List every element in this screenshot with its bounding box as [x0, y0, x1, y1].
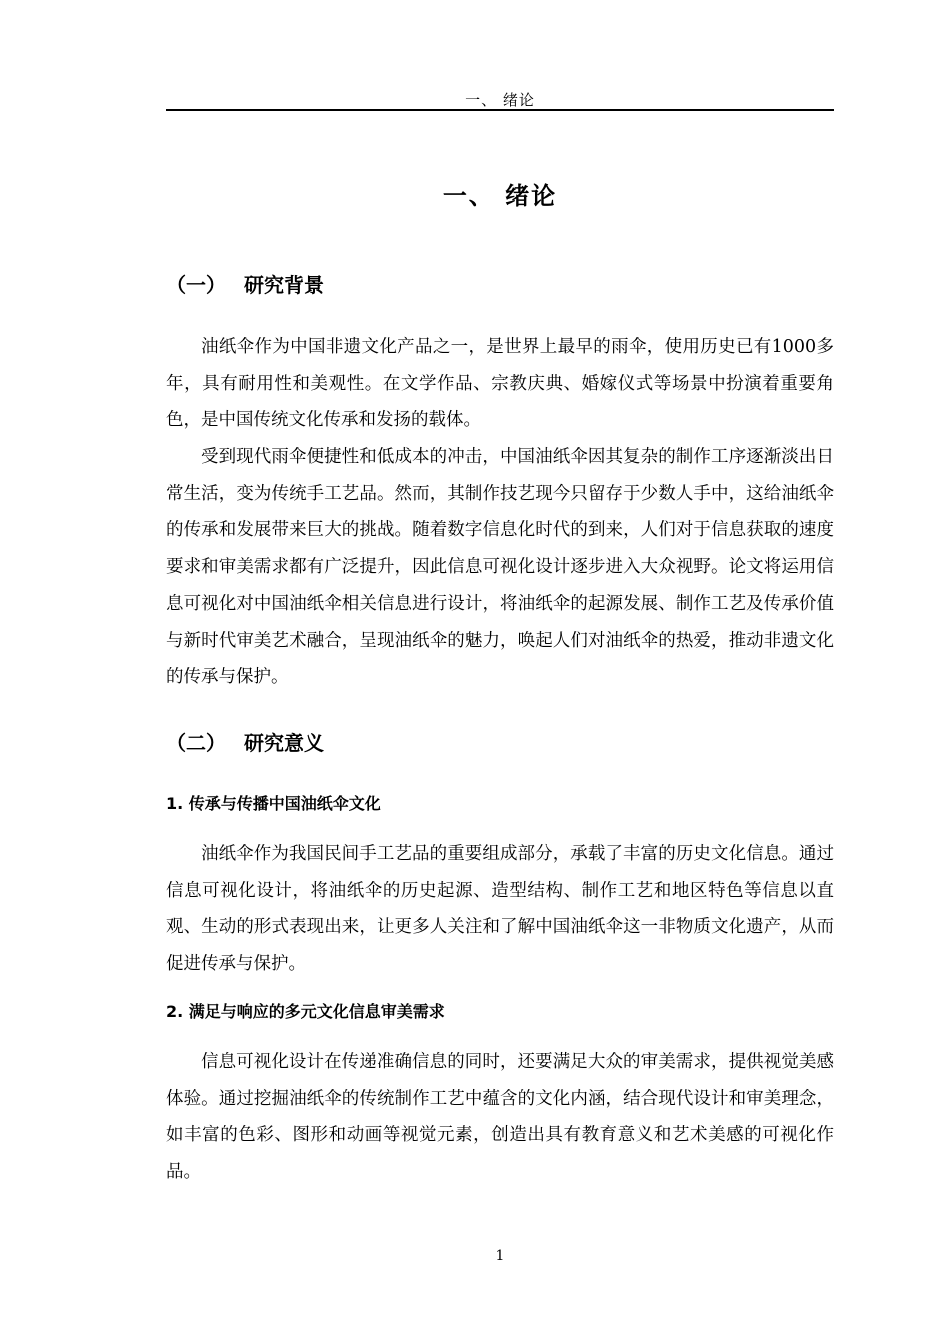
running-header: 一、 绪论 [465, 91, 535, 109]
section-title: 研究背景 [244, 273, 324, 297]
subsection-heading: 2. 满足与响应的多元文化信息审美需求 [166, 1002, 445, 1021]
section-number: （一） [166, 273, 226, 297]
paragraph: 受到现代雨伞便捷性和低成本的冲击，中国油纸伞因其复杂的制作工序逐渐淡出日常生活，变为传统手工艺品。然而，其制作技艺现今只留存于少数人手中，这给油纸伞的传承和发展带来巨大的挑战。随着数字信息化时代的到来，人们对于信息获取的速度要求和审美需求都有广泛提升，因此信息可视化设计逐步进入大众视野。论文将运用信息可视化对中国油纸伞相关信息进行设计，将油纸伞的起源发展、制作工艺及传承价值与新时代审美艺术融合，呈现油纸伞的魅力，唤起人们对油纸伞的热爱，推动非遗文化的传承与保护。 [166, 447, 834, 688]
section-heading-significance [166, 728, 324, 758]
header-rule [166, 109, 834, 111]
paragraph: 信息可视化设计在传递准确信息的同时，还要满足大众的审美需求，提供视觉美感体验。通过挖掘油纸伞的传统制作工艺中蕴含的文化内涵，结合现代设计和审美理念，如丰富的色彩、图形和动画等视觉元素，创造出具有教育意义和艺术美感的可视化作品。 [166, 1052, 834, 1183]
paragraph: 油纸伞作为中国非遗文化产品之一，是世界上最早的雨伞，使用历史已有1000多年，具有耐用性和美观性。在文学作品、宗教庆典、婚嫁仪式等场景中扮演着重要角色，是中国传统文化传承和发扬的载体。 [166, 337, 834, 431]
page-number: 1 [495, 1248, 505, 1264]
section-title: 研究意义 [244, 731, 324, 755]
chapter-title: 一、 绪论 [442, 182, 558, 210]
subsection-heading: 1. 传承与传播中国油纸伞文化 [166, 794, 381, 813]
section-heading-background [166, 270, 324, 300]
paragraph: 油纸伞作为我国民间手工艺品的重要组成部分，承载了丰富的历史文化信息。通过信息可视化设计，将油纸伞的历史起源、造型结构、制作工艺和地区特色等信息以直观、生动的形式表现出来，让更多人关注和了解中国油纸伞这一非物质文化遗产，从而促进传承与保护。 [166, 844, 834, 975]
section-number: （二） [166, 731, 226, 755]
